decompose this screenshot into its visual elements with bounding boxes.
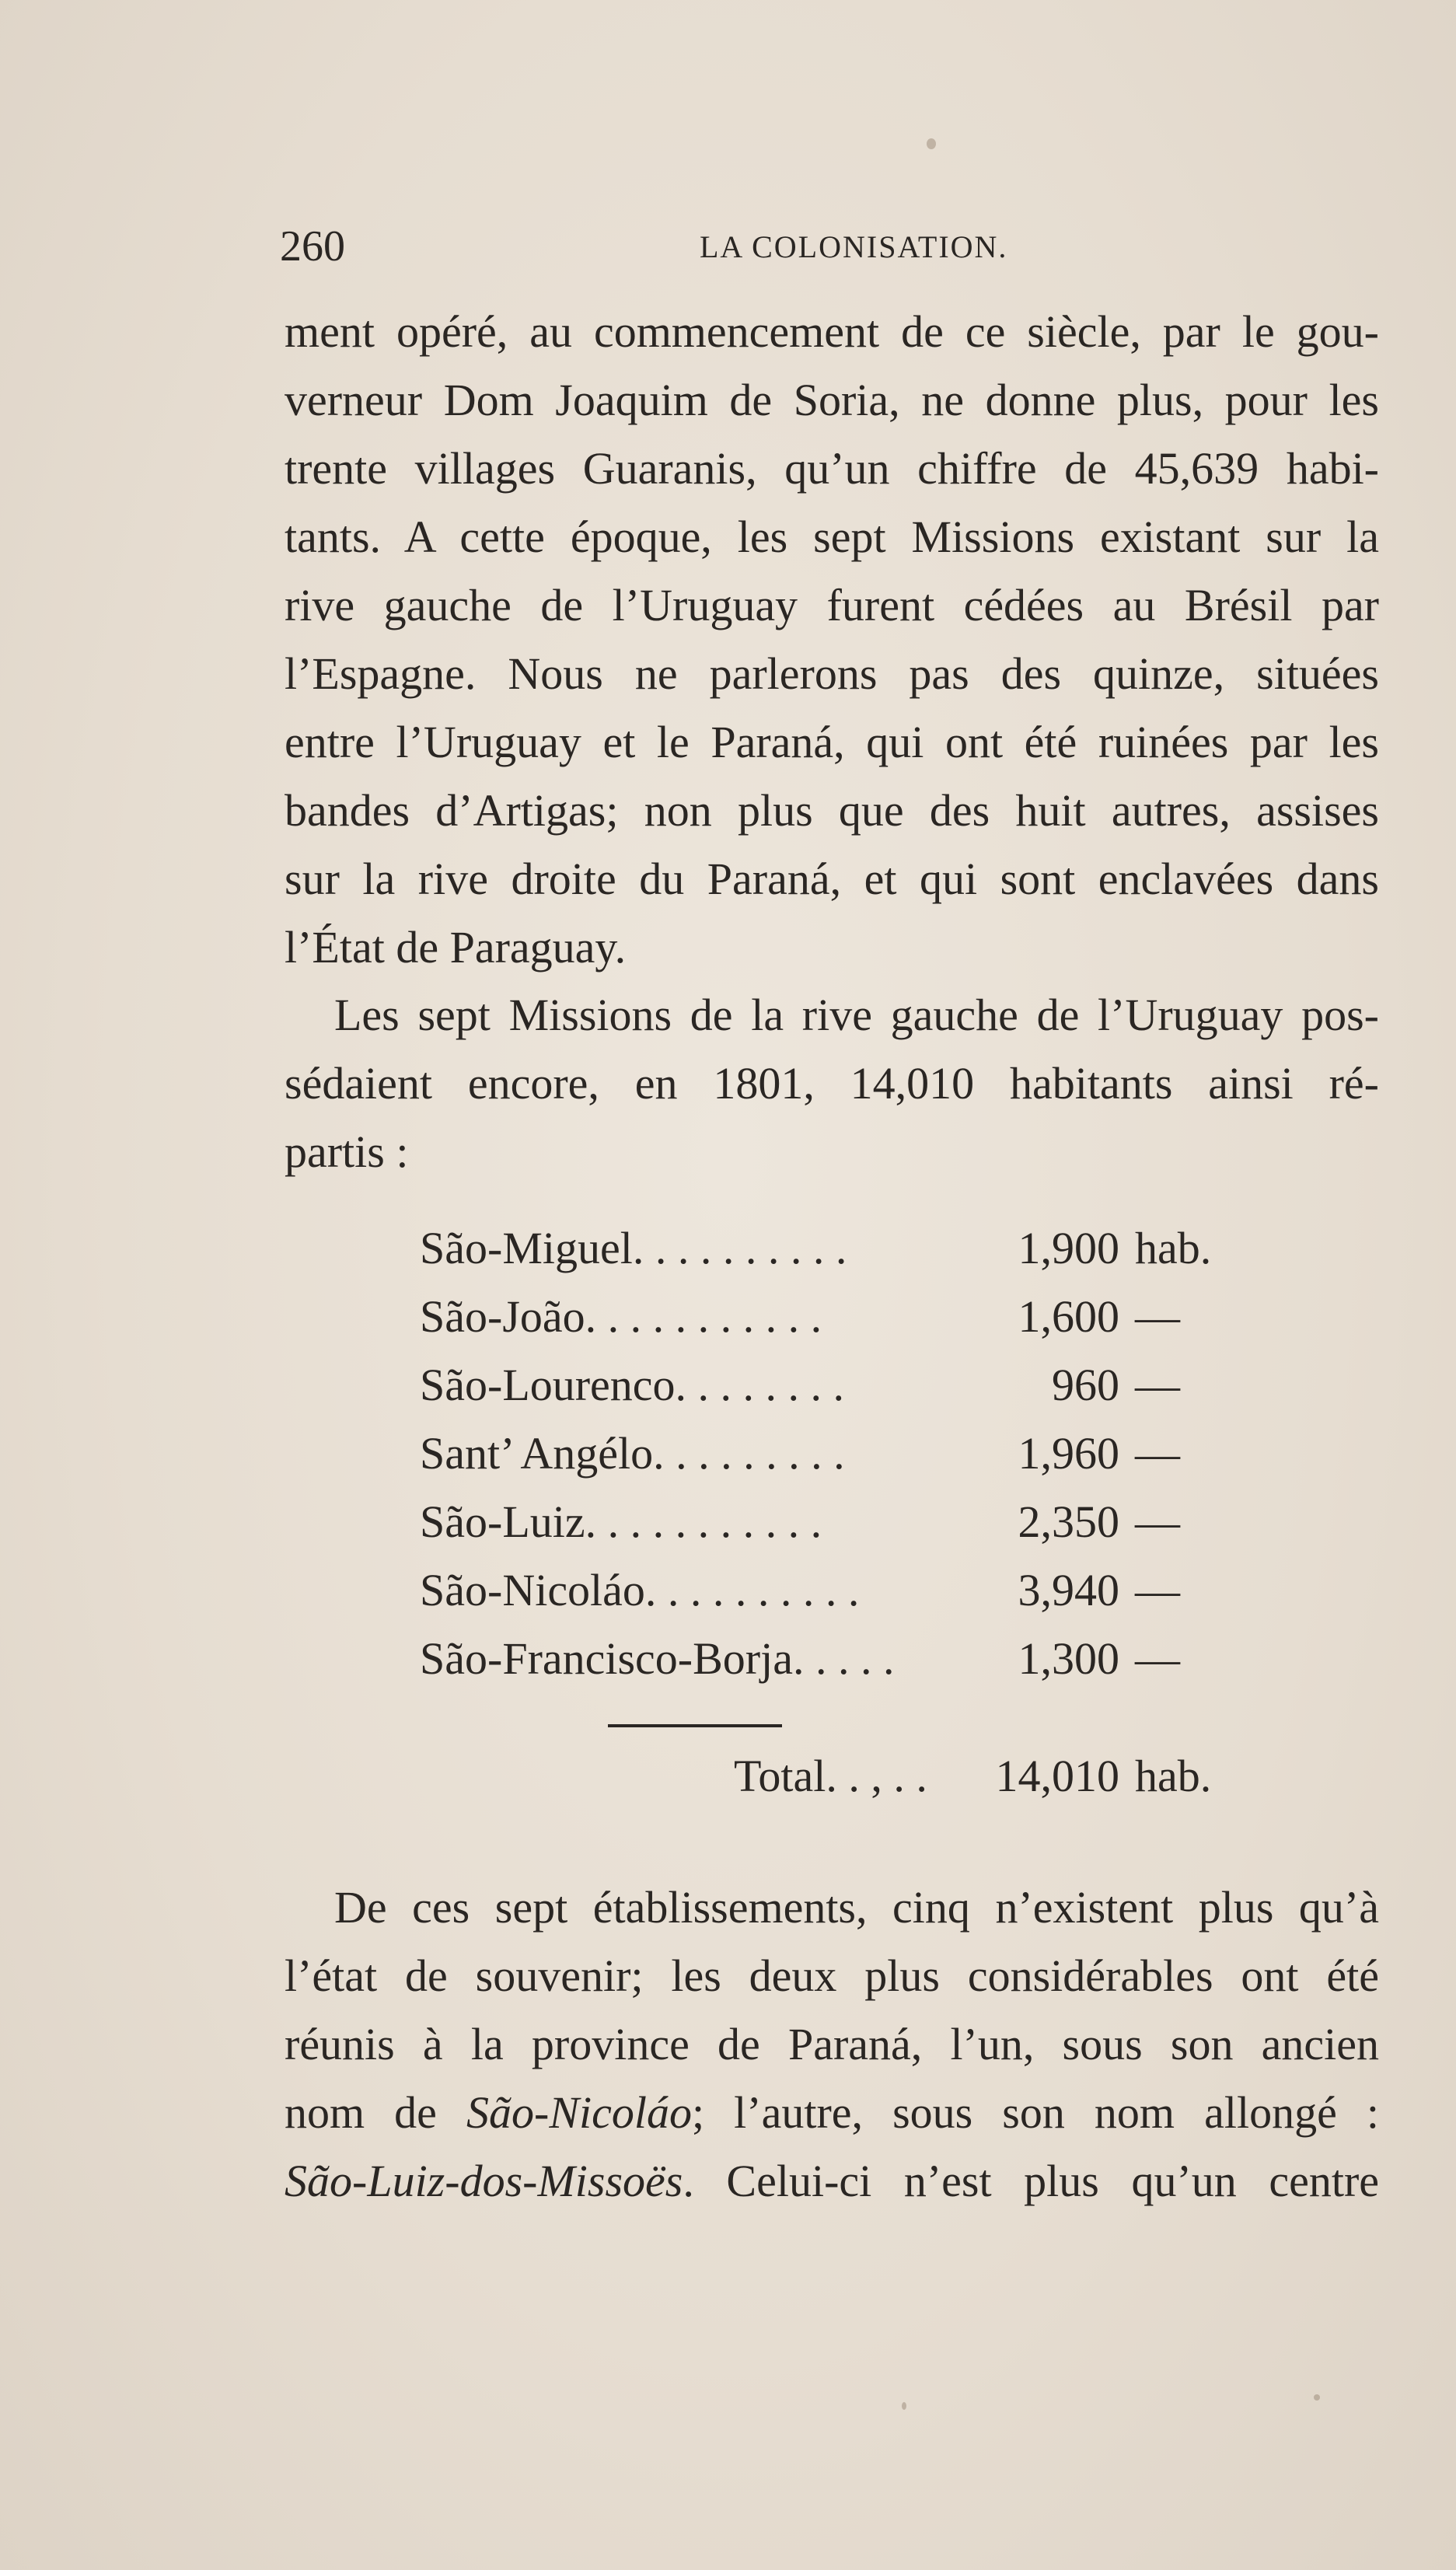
text-line <box>285 2147 1379 2216</box>
total-row <box>420 1741 1306 1811</box>
text-line: réunis à la province de Paraná, l’un, sous son ancien <box>285 2019 1379 2069</box>
mission-name: São-Miguel. . . . . . . . . . <box>420 1223 847 1273</box>
table-row <box>420 1283 1306 1351</box>
population-value: 1,900 <box>1018 1223 1119 1273</box>
mission-name: São-Francisco-Borja. . . . . <box>420 1633 895 1684</box>
population-table <box>420 1214 1306 1693</box>
unit-label: hab. <box>1135 1223 1212 1273</box>
table-row <box>420 1488 1306 1556</box>
total-unit: hab. <box>1135 1751 1212 1801</box>
total-label: Total. . , . . <box>734 1751 927 1801</box>
page-number: 260 <box>280 222 345 271</box>
population-value: 960 <box>1052 1360 1119 1410</box>
text-segment: ; l’autre, sous son nom allongé : <box>691 2087 1379 2138</box>
unit-label: — <box>1135 1428 1180 1479</box>
paragraph-3 <box>285 1873 1379 2216</box>
unit-label: — <box>1135 1360 1180 1410</box>
text-line: entre l’Uruguay et le Paraná, qui ont été ruinées par les <box>285 717 1379 767</box>
table-row <box>420 1419 1306 1488</box>
population-value: 1,600 <box>1018 1291 1119 1342</box>
mission-name: São-Nicoláo. . . . . . . . . . <box>420 1565 860 1615</box>
text-line: sédaient encore, en 1801, 14,010 habitants ainsi ré- <box>285 1058 1379 1109</box>
text-line: partis : <box>285 1126 409 1177</box>
text-line: rive gauche de l’Uruguay furent cédées au Brésil par <box>285 580 1379 630</box>
mission-name: São-João. . . . . . . . . . . <box>420 1291 822 1342</box>
table-row <box>420 1625 1306 1693</box>
table-row <box>420 1214 1306 1283</box>
page-header <box>280 219 1384 274</box>
text-line: bandes d’Artigas; non plus que des huit autres, assises <box>285 785 1379 836</box>
italic-place-name: São-Luiz-dos-Missoës <box>285 2156 683 2206</box>
population-value: 1,300 <box>1018 1633 1119 1684</box>
table-row <box>420 1351 1306 1419</box>
paragraph-1 <box>285 298 1379 982</box>
total-value: 14,010 <box>995 1751 1119 1801</box>
text-line <box>285 2079 1379 2147</box>
population-value: 3,940 <box>1018 1565 1119 1615</box>
table-row <box>420 1556 1306 1625</box>
running-head: LA COLONISATION. <box>700 229 1008 264</box>
unit-label: — <box>1135 1633 1180 1684</box>
unit-label: — <box>1135 1496 1180 1547</box>
text-segment: nom de <box>285 2087 466 2138</box>
text-line: ment opéré, au commencement de ce siècle, par le gou- <box>285 306 1379 357</box>
text-line: De ces sept établissements, cinq n’existent plus qu’à <box>334 1882 1379 1933</box>
population-value: 2,350 <box>1018 1496 1119 1547</box>
paper-speck <box>927 138 936 149</box>
text-line: trente villages Guaranis, qu’un chiffre de 45,639 habi- <box>285 443 1379 494</box>
text-line: verneur Dom Joaquim de Soria, ne donne plus, pour les <box>285 375 1379 425</box>
mission-name: São-Luiz. . . . . . . . . . . <box>420 1496 822 1547</box>
mission-name: São-Lourenco. . . . . . . . <box>420 1360 845 1410</box>
unit-label: — <box>1135 1565 1180 1615</box>
text-line: Les sept Missions de la rive gauche de l’Uruguay pos- <box>334 990 1379 1040</box>
text-line: l’État de Paraguay. <box>285 922 627 972</box>
paper-speck <box>902 2402 906 2410</box>
paper-speck <box>1314 2394 1320 2401</box>
mission-name: Sant’ Angélo. . . . . . . . . <box>420 1428 845 1479</box>
unit-label: — <box>1135 1291 1180 1342</box>
paragraph-2 <box>285 981 1379 1186</box>
italic-place-name: São-Nicoláo <box>466 2087 692 2138</box>
total-rule <box>608 1724 782 1727</box>
text-line: l’état de souvenir; les deux plus considérables ont été <box>285 1950 1379 2001</box>
text-line: l’Espagne. Nous ne parlerons pas des quinze, situées <box>285 648 1379 699</box>
text-line: sur la rive droite du Paraná, et qui sont enclavées dans <box>285 854 1379 904</box>
text-line: tants. A cette époque, les sept Missions existant sur la <box>285 512 1379 562</box>
text-segment: . Celui-ci n’est plus qu’un centre <box>683 2156 1379 2206</box>
population-value: 1,960 <box>1018 1428 1119 1479</box>
